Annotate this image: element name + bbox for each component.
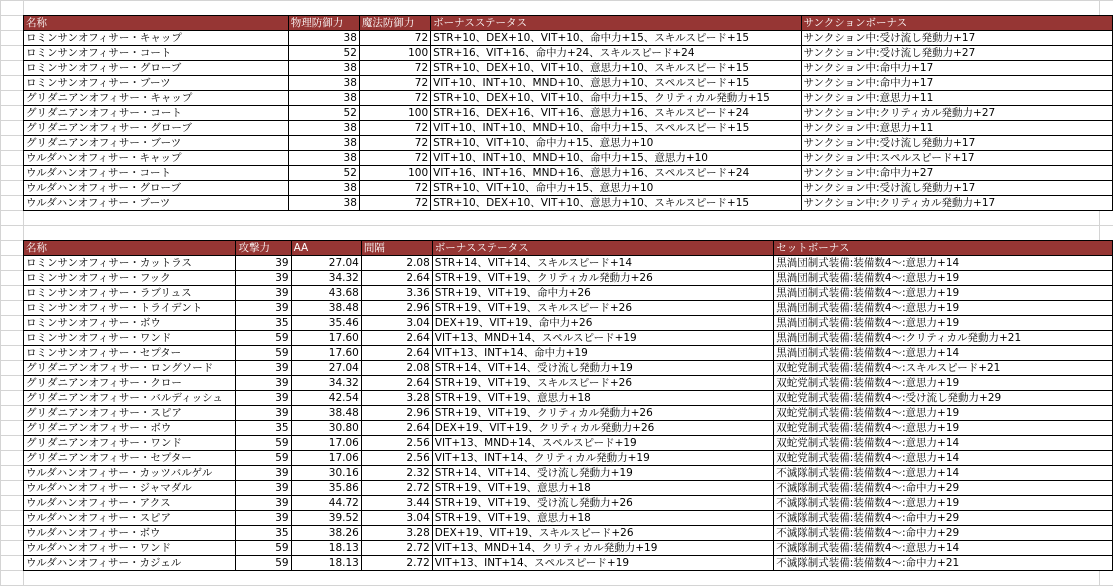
aa-cell[interactable]: 35.86 xyxy=(291,481,361,496)
name-cell[interactable]: グリダニアンオフィサー・グローブ xyxy=(24,121,289,136)
name-cell[interactable]: ウルダハンオフィサー・ブーツ xyxy=(24,196,289,211)
armor-header-magic-defense[interactable]: 魔法防御力 xyxy=(359,16,430,31)
set-bonus-cell[interactable]: 不滅隊制式装備:装備数4〜:意思力+14 xyxy=(774,541,1113,556)
attack-cell[interactable]: 39 xyxy=(236,271,291,286)
sanction-bonus-cell[interactable]: サンクション中:命中力+17 xyxy=(801,76,1113,91)
table-row xyxy=(24,511,1113,526)
attack-cell[interactable]: 39 xyxy=(236,256,291,271)
armor-table xyxy=(23,15,1113,211)
set-bonus-cell[interactable]: 双蛇党制式装備:装備数4〜:意思力+14 xyxy=(774,451,1113,466)
table-row xyxy=(24,331,1113,346)
attack-cell[interactable]: 39 xyxy=(236,301,291,316)
sanction-bonus-cell[interactable]: サンクション中:受け流し発動力+17 xyxy=(801,31,1113,46)
set-bonus-cell[interactable]: 双蛇党制式装備:装備数4〜:スキルスピード+21 xyxy=(774,361,1113,376)
bonus-stats-cell[interactable]: DEX+19、VIT+19、クリティカル発動力+26 xyxy=(432,421,773,436)
aa-cell[interactable]: 38.48 xyxy=(291,301,361,316)
magic-defense-cell[interactable]: 72 xyxy=(359,91,430,106)
sanction-bonus-cell[interactable]: サンクション中:受け流し発動力+27 xyxy=(801,46,1113,61)
table-row xyxy=(24,376,1113,391)
physical-defense-cell[interactable]: 38 xyxy=(288,151,359,166)
name-cell[interactable]: ロミンサンオフィサー・グローブ xyxy=(24,61,289,76)
bonus-stats-cell[interactable]: STR+10、DEX+10、VIT+10、意思力+10、スキルスピード+15 xyxy=(431,196,801,211)
physical-defense-cell[interactable]: 38 xyxy=(288,76,359,91)
attack-cell[interactable]: 39 xyxy=(236,511,291,526)
aa-cell[interactable]: 27.04 xyxy=(291,361,361,376)
aa-cell[interactable]: 39.52 xyxy=(291,511,361,526)
physical-defense-cell[interactable]: 38 xyxy=(288,136,359,151)
aa-cell[interactable]: 43.68 xyxy=(291,286,361,301)
name-cell[interactable]: グリダニアンオフィサー・キャップ xyxy=(24,91,289,106)
aa-cell[interactable]: 42.54 xyxy=(291,391,361,406)
table-row xyxy=(24,556,1113,571)
table-row xyxy=(24,271,1113,286)
aa-cell[interactable]: 17.60 xyxy=(291,346,361,361)
physical-defense-cell[interactable]: 52 xyxy=(288,46,359,61)
table-row xyxy=(24,481,1113,496)
bonus-stats-cell[interactable]: STR+14、VIT+14、スキルスピード+14 xyxy=(432,256,773,271)
sanction-bonus-cell[interactable]: サンクション中:クリティカル発動力+17 xyxy=(801,196,1113,211)
set-bonus-cell[interactable]: 黒渦団制式装備:装備数4〜:意思力+14 xyxy=(774,346,1113,361)
table-row xyxy=(24,391,1113,406)
aa-cell[interactable]: 17.06 xyxy=(291,451,361,466)
armor-header-name[interactable]: 名称 xyxy=(24,16,289,31)
interval-cell[interactable]: 2.72 xyxy=(361,481,432,496)
armor-header-sanction-bonus[interactable]: サンクションボーナス xyxy=(801,16,1113,31)
bonus-stats-cell[interactable]: STR+16、DEX+16、VIT+16、意思力+16、スキルスピード+24 xyxy=(431,106,801,121)
physical-defense-cell[interactable]: 38 xyxy=(288,181,359,196)
set-bonus-cell[interactable]: 双蛇党制式装備:装備数4〜:受け流し発動力+29 xyxy=(774,391,1113,406)
table-row xyxy=(24,121,1113,136)
magic-defense-cell[interactable]: 100 xyxy=(359,106,430,121)
interval-cell[interactable]: 2.72 xyxy=(361,541,432,556)
bonus-stats-cell[interactable]: STR+19、VIT+19、クリティカル発動力+26 xyxy=(432,406,773,421)
table-row xyxy=(24,346,1113,361)
bonus-stats-cell[interactable]: STR+19、VIT+19、スキルスピード+26 xyxy=(432,301,773,316)
attack-cell[interactable]: 35 xyxy=(236,526,291,541)
interval-cell[interactable]: 2.64 xyxy=(361,271,432,286)
attack-cell[interactable]: 59 xyxy=(236,541,291,556)
attack-cell[interactable]: 39 xyxy=(236,286,291,301)
physical-defense-cell[interactable]: 38 xyxy=(288,31,359,46)
bonus-stats-cell[interactable]: STR+14、VIT+14、受け流し発動力+19 xyxy=(432,466,773,481)
interval-cell[interactable]: 2.08 xyxy=(361,256,432,271)
bonus-stats-cell[interactable]: DEX+19、VIT+19、スキルスピード+26 xyxy=(432,526,773,541)
physical-defense-cell[interactable]: 38 xyxy=(288,196,359,211)
bonus-stats-cell[interactable]: STR+10、VIT+10、命中力+15、意思力+10 xyxy=(431,136,801,151)
bonus-stats-cell[interactable]: VIT+13、MND+14、スペルスピード+19 xyxy=(432,436,773,451)
set-bonus-cell[interactable]: 黒渦団制式装備:装備数4〜:クリティカル発動力+21 xyxy=(774,331,1113,346)
table-row xyxy=(24,406,1113,421)
name-cell[interactable]: ウルダハンオフィサー・グローブ xyxy=(24,181,289,196)
bonus-stats-cell[interactable]: STR+10、VIT+10、命中力+15、意思力+10 xyxy=(431,181,801,196)
weapon-header-name[interactable]: 名称 xyxy=(24,241,236,256)
armor-header-bonus-stats[interactable]: ボーナスステータス xyxy=(431,16,801,31)
interval-cell[interactable]: 3.36 xyxy=(361,286,432,301)
name-cell[interactable]: ウルダハンオフィサー・カジェル xyxy=(24,556,236,571)
attack-cell[interactable]: 39 xyxy=(236,481,291,496)
bonus-stats-cell[interactable]: STR+19、VIT+19、クリティカル発動力+26 xyxy=(432,271,773,286)
sanction-bonus-cell[interactable]: サンクション中:意思力+11 xyxy=(801,121,1113,136)
attack-cell[interactable]: 59 xyxy=(236,331,291,346)
set-bonus-cell[interactable]: 黒渦団制式装備:装備数4〜:意思力+19 xyxy=(774,286,1113,301)
attack-cell[interactable]: 59 xyxy=(236,436,291,451)
interval-cell[interactable]: 2.64 xyxy=(361,421,432,436)
attack-cell[interactable]: 39 xyxy=(236,406,291,421)
physical-defense-cell[interactable]: 52 xyxy=(288,166,359,181)
bonus-stats-cell[interactable]: VIT+16、INT+16、MND+16、意思力+16、スペルスピード+24 xyxy=(431,166,801,181)
magic-defense-cell[interactable]: 72 xyxy=(359,121,430,136)
aa-cell[interactable]: 34.32 xyxy=(291,271,361,286)
table-row xyxy=(24,61,1113,76)
table-row xyxy=(24,421,1113,436)
name-cell[interactable]: ロミンサンオフィサー・フック xyxy=(24,271,236,286)
name-cell[interactable]: ウルダハンオフィサー・カッツバルゲル xyxy=(24,466,236,481)
name-cell[interactable]: ウルダハンオフィサー・スピア xyxy=(24,511,236,526)
sanction-bonus-cell[interactable]: サンクション中:意思力+11 xyxy=(801,91,1113,106)
attack-cell[interactable]: 59 xyxy=(236,346,291,361)
table-row xyxy=(24,166,1113,181)
table-row xyxy=(24,361,1113,376)
bonus-stats-cell[interactable]: STR+19、VIT+19、意思力+18 xyxy=(432,511,773,526)
aa-cell[interactable]: 18.13 xyxy=(291,556,361,571)
aa-cell[interactable]: 17.06 xyxy=(291,436,361,451)
set-bonus-cell[interactable]: 双蛇党制式装備:装備数4〜:意思力+14 xyxy=(774,436,1113,451)
physical-defense-cell[interactable]: 38 xyxy=(288,61,359,76)
bonus-stats-cell[interactable]: VIT+13、INT+14、命中力+19 xyxy=(432,346,773,361)
bonus-stats-cell[interactable]: STR+19、VIT+19、受け流し発動力+26 xyxy=(432,496,773,511)
name-cell[interactable]: グリダニアンオフィサー・コート xyxy=(24,106,289,121)
bonus-stats-cell[interactable]: STR+19、VIT+19、意思力+18 xyxy=(432,481,773,496)
bonus-stats-cell[interactable]: VIT+13、INT+14、スペルスピード+19 xyxy=(432,556,773,571)
sanction-bonus-cell[interactable]: サンクション中:命中力+17 xyxy=(801,61,1113,76)
set-bonus-cell[interactable]: 双蛇党制式装備:装備数4〜:意思力+19 xyxy=(774,421,1113,436)
physical-defense-cell[interactable]: 38 xyxy=(288,91,359,106)
name-cell[interactable]: ロミンサンオフィサー・ワンド xyxy=(24,331,236,346)
weapon-table xyxy=(23,240,1113,571)
sanction-bonus-cell[interactable]: サンクション中:スペルスピード+17 xyxy=(801,151,1113,166)
name-cell[interactable]: グリダニアンオフィサー・スピア xyxy=(24,406,236,421)
table-row xyxy=(24,256,1113,271)
name-cell[interactable]: ウルダハンオフィサー・ジャマダル xyxy=(24,481,236,496)
interval-cell[interactable]: 2.32 xyxy=(361,466,432,481)
table-row xyxy=(24,436,1113,451)
name-cell[interactable]: グリダニアンオフィサー・ワンド xyxy=(24,436,236,451)
name-cell[interactable]: グリダニアンオフィサー・ブーツ xyxy=(24,136,289,151)
bonus-stats-cell[interactable]: STR+19、VIT+19、意思力+18 xyxy=(432,391,773,406)
attack-cell[interactable]: 59 xyxy=(236,556,291,571)
interval-cell[interactable]: 2.56 xyxy=(361,451,432,466)
table-row xyxy=(24,106,1113,121)
name-cell[interactable]: グリダニアンオフィサー・セプター xyxy=(24,451,236,466)
table-row xyxy=(24,31,1113,46)
interval-cell[interactable]: 2.64 xyxy=(361,331,432,346)
sanction-bonus-cell[interactable]: サンクション中:受け流し発動力+17 xyxy=(801,136,1113,151)
interval-cell[interactable]: 3.28 xyxy=(361,526,432,541)
weapon-header-row xyxy=(24,241,1113,256)
set-bonus-cell[interactable]: 双蛇党制式装備:装備数4〜:意思力+19 xyxy=(774,406,1113,421)
set-bonus-cell[interactable]: 不滅隊制式装備:装備数4〜:命中力+29 xyxy=(774,511,1113,526)
armor-header-physical-defense[interactable]: 物理防御力 xyxy=(288,16,359,31)
set-bonus-cell[interactable]: 双蛇党制式装備:装備数4〜:意思力+19 xyxy=(774,376,1113,391)
bonus-stats-cell[interactable]: STR+16、VIT+16、命中力+24、スキルスピード+24 xyxy=(431,46,801,61)
table-row xyxy=(24,526,1113,541)
table-row xyxy=(24,541,1113,556)
weapon-header-set-bonus[interactable]: セットボーナス xyxy=(774,241,1113,256)
sanction-bonus-cell[interactable]: サンクション中:受け流し発動力+17 xyxy=(801,181,1113,196)
table-row xyxy=(24,151,1113,166)
name-cell[interactable]: ウルダハンオフィサー・ワンド xyxy=(24,541,236,556)
magic-defense-cell[interactable]: 72 xyxy=(359,136,430,151)
name-cell[interactable]: ロミンサンオフィサー・コート xyxy=(24,46,289,61)
weapon-header-interval[interactable]: 間隔 xyxy=(361,241,432,256)
magic-defense-cell[interactable]: 72 xyxy=(359,181,430,196)
set-bonus-cell[interactable]: 黒渦団制式装備:装備数4〜:意思力+19 xyxy=(774,301,1113,316)
table-row xyxy=(24,496,1113,511)
weapon-header-attack[interactable]: 攻撃力 xyxy=(236,241,291,256)
interval-cell[interactable]: 2.64 xyxy=(361,346,432,361)
attack-cell[interactable]: 35 xyxy=(236,316,291,331)
set-bonus-cell[interactable]: 不滅隊制式装備:装備数4〜:意思力+14 xyxy=(774,466,1113,481)
bonus-stats-cell[interactable]: DEX+19、VIT+19、命中力+26 xyxy=(432,316,773,331)
bonus-stats-cell[interactable]: STR+10、DEX+10、VIT+10、命中力+15、スキルスピード+15 xyxy=(431,31,801,46)
aa-cell[interactable]: 27.04 xyxy=(291,256,361,271)
magic-defense-cell[interactable]: 72 xyxy=(359,151,430,166)
set-bonus-cell[interactable]: 黒渦団制式装備:装備数4〜:意思力+19 xyxy=(774,271,1113,286)
aa-cell[interactable]: 35.46 xyxy=(291,316,361,331)
magic-defense-cell[interactable]: 100 xyxy=(359,166,430,181)
weapon-table-body xyxy=(24,256,1113,571)
set-bonus-cell[interactable]: 黒渦団制式装備:装備数4〜:意思力+14 xyxy=(774,256,1113,271)
aa-cell[interactable]: 44.72 xyxy=(291,496,361,511)
attack-cell[interactable]: 39 xyxy=(236,361,291,376)
name-cell[interactable]: ロミンサンオフィサー・トライデント xyxy=(24,301,236,316)
aa-cell[interactable]: 17.60 xyxy=(291,331,361,346)
bonus-stats-cell[interactable]: VIT+10、INT+10、MND+10、命中力+15、意思力+10 xyxy=(431,151,801,166)
attack-cell[interactable]: 39 xyxy=(236,466,291,481)
attack-cell[interactable]: 59 xyxy=(236,451,291,466)
interval-cell[interactable]: 3.44 xyxy=(361,496,432,511)
aa-cell[interactable]: 30.80 xyxy=(291,421,361,436)
name-cell[interactable]: ウルダハンオフィサー・アクス xyxy=(24,496,236,511)
attack-cell[interactable]: 39 xyxy=(236,391,291,406)
name-cell[interactable]: ロミンサンオフィサー・キャップ xyxy=(24,31,289,46)
bonus-stats-cell[interactable]: VIT+10、INT+10、MND+10、意思力+10、スペルスピード+15 xyxy=(431,76,801,91)
bonus-stats-cell[interactable]: VIT+13、INT+14、クリティカル発動力+19 xyxy=(432,451,773,466)
table-row xyxy=(24,136,1113,151)
name-cell[interactable]: ロミンサンオフィサー・ボウ xyxy=(24,316,236,331)
attack-cell[interactable]: 35 xyxy=(236,421,291,436)
set-bonus-cell[interactable]: 不滅隊制式装備:装備数4〜:意思力+19 xyxy=(774,496,1113,511)
set-bonus-cell[interactable]: 不滅隊制式装備:装備数4〜:命中力+21 xyxy=(774,556,1113,571)
table-row xyxy=(24,301,1113,316)
bonus-stats-cell[interactable]: STR+10、DEX+10、VIT+10、意思力+10、スキルスピード+15 xyxy=(431,61,801,76)
name-cell[interactable]: グリダニアンオフィサー・バルディッシュ xyxy=(24,391,236,406)
name-cell[interactable]: ロミンサンオフィサー・ラブリュス xyxy=(24,286,236,301)
table-row xyxy=(24,316,1113,331)
aa-cell[interactable]: 38.26 xyxy=(291,526,361,541)
bonus-stats-cell[interactable]: VIT+13、MND+14、スペルスピード+19 xyxy=(432,331,773,346)
sanction-bonus-cell[interactable]: サンクション中:命中力+27 xyxy=(801,166,1113,181)
table-row xyxy=(24,91,1113,106)
magic-defense-cell[interactable]: 72 xyxy=(359,76,430,91)
table-row xyxy=(24,286,1113,301)
physical-defense-cell[interactable]: 38 xyxy=(288,121,359,136)
physical-defense-cell[interactable]: 52 xyxy=(288,106,359,121)
interval-cell[interactable]: 3.28 xyxy=(361,391,432,406)
weapon-header-bonus-stats[interactable]: ボーナスステータス xyxy=(432,241,773,256)
bonus-stats-cell[interactable]: STR+10、DEX+10、VIT+10、命中力+15、クリティカル発動力+15 xyxy=(431,91,801,106)
armor-header-row xyxy=(24,16,1113,31)
interval-cell[interactable]: 3.04 xyxy=(361,316,432,331)
magic-defense-cell[interactable]: 72 xyxy=(359,196,430,211)
aa-cell[interactable]: 34.32 xyxy=(291,376,361,391)
set-bonus-cell[interactable]: 不滅隊制式装備:装備数4〜:命中力+29 xyxy=(774,526,1113,541)
name-cell[interactable]: グリダニアンオフィサー・ロングソード xyxy=(24,361,236,376)
interval-cell[interactable]: 2.56 xyxy=(361,436,432,451)
aa-cell[interactable]: 18.13 xyxy=(291,541,361,556)
set-bonus-cell[interactable]: 黒渦団制式装備:装備数4〜:意思力+19 xyxy=(774,316,1113,331)
armor-table-body xyxy=(24,31,1113,211)
bonus-stats-cell[interactable]: VIT+13、MND+14、クリティカル発動力+19 xyxy=(432,541,773,556)
interval-cell[interactable]: 3.04 xyxy=(361,511,432,526)
magic-defense-cell[interactable]: 72 xyxy=(359,31,430,46)
name-cell[interactable]: グリダニアンオフィサー・クロー xyxy=(24,376,236,391)
name-cell[interactable]: グリダニアンオフィサー・ボウ xyxy=(24,421,236,436)
table-row xyxy=(24,196,1113,211)
table-row xyxy=(24,451,1113,466)
interval-cell[interactable]: 2.64 xyxy=(361,376,432,391)
bonus-stats-cell[interactable]: STR+19、VIT+19、スキルスピード+26 xyxy=(432,376,773,391)
name-cell[interactable]: ウルダハンオフィサー・コート xyxy=(24,166,289,181)
table-row xyxy=(24,181,1113,196)
name-cell[interactable]: ロミンサンオフィサー・ブーツ xyxy=(24,76,289,91)
name-cell[interactable]: ロミンサンオフィサー・セプター xyxy=(24,346,236,361)
aa-cell[interactable]: 38.48 xyxy=(291,406,361,421)
bonus-stats-cell[interactable]: STR+14、VIT+14、受け流し発動力+19 xyxy=(432,361,773,376)
interval-cell[interactable]: 2.08 xyxy=(361,361,432,376)
interval-cell[interactable]: 2.72 xyxy=(361,556,432,571)
table-row xyxy=(24,466,1113,481)
set-bonus-cell[interactable]: 不滅隊制式装備:装備数4〜:命中力+29 xyxy=(774,481,1113,496)
magic-defense-cell[interactable]: 72 xyxy=(359,61,430,76)
name-cell[interactable]: ウルダハンオフィサー・キャップ xyxy=(24,151,289,166)
bonus-stats-cell[interactable]: STR+19、VIT+19、命中力+26 xyxy=(432,286,773,301)
bonus-stats-cell[interactable]: VIT+10、INT+10、MND+10、命中力+15、スペルスピード+15 xyxy=(431,121,801,136)
sanction-bonus-cell[interactable]: サンクション中:クリティカル発動力+27 xyxy=(801,106,1113,121)
table-row xyxy=(24,76,1113,91)
interval-cell[interactable]: 2.96 xyxy=(361,406,432,421)
table-row xyxy=(24,46,1113,61)
attack-cell[interactable]: 39 xyxy=(236,376,291,391)
weapon-header-aa[interactable]: AA xyxy=(291,241,361,256)
magic-defense-cell[interactable]: 100 xyxy=(359,46,430,61)
name-cell[interactable]: ロミンサンオフィサー・カットラス xyxy=(24,256,236,271)
aa-cell[interactable]: 30.16 xyxy=(291,466,361,481)
interval-cell[interactable]: 2.96 xyxy=(361,301,432,316)
attack-cell[interactable]: 39 xyxy=(236,496,291,511)
name-cell[interactable]: ウルダハンオフィサー・ボウ xyxy=(24,526,236,541)
